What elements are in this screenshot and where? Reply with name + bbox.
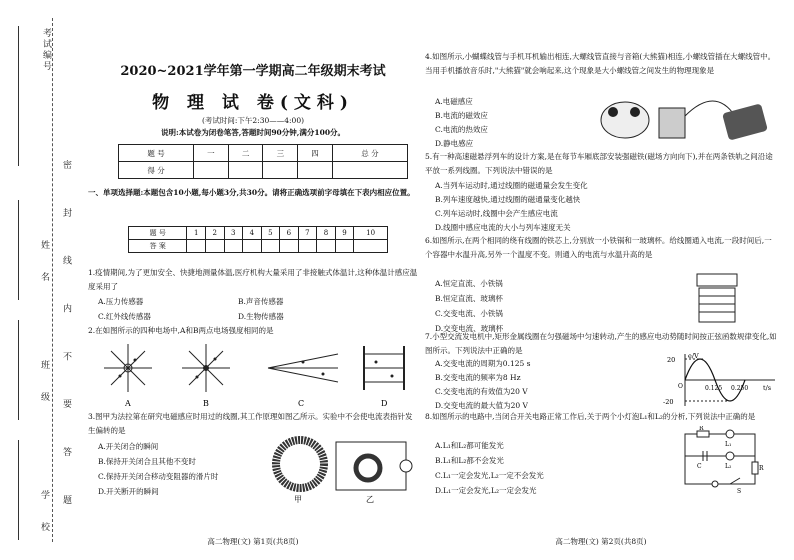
switch-icon: [730, 478, 740, 484]
answer-cell[interactable]: [243, 240, 262, 253]
answer-cell[interactable]: [187, 240, 206, 253]
answer-header-cell: 2: [205, 227, 224, 240]
t2-label: 0.250: [731, 385, 749, 392]
question-8-stem: 8.如图所示的电路中,当闭合开关电路正常工作后,关于两个小灯泡L₁和L₂的分析,下列说法中正确的是: [425, 412, 756, 421]
question-1-option-d[interactable]: D.生物传感器: [238, 312, 284, 321]
x-axis-label: t/s: [763, 384, 772, 392]
question-8-option-d[interactable]: D.L₁一定会发光,L₂一定会发光: [435, 486, 537, 495]
subject-title: 物 理 试 卷(文科): [152, 93, 354, 113]
question-6-stem: 6.如图所示,在两个相同的绕有线圈的铁芯上,分别放一小铁锅和一玻璃杯。给线圈通入电流,一段时间后,一个容器中水温升高,另外一个温度不变。则通入的电流与水温升高的是: [425, 236, 772, 259]
question-4-stem: 4.如图所示,小蝴蝶线管与手机耳机输出相连,大螺线管直接与音箱(大熊猫)相连,小螺线管插在大螺线管中。当用手机播放音乐时,"大熊猫"就会响起来,这个现象是大小螺线管之间发生的物理现象是: [425, 52, 776, 75]
exam-id-label: 考试编号: [41, 28, 51, 72]
question-3-option-c[interactable]: C.保持开关闭合移动变阻器的滑片时: [98, 472, 219, 481]
question-2-stem: 2.在如图所示的四种电场中,A和B两点电场强度相同的是: [88, 326, 274, 335]
capacitor-label: C: [697, 463, 702, 470]
answer-header-cell: 1: [187, 227, 206, 240]
answer-header-cell: 题 号: [129, 227, 187, 240]
question-8-option-c[interactable]: C.L₁一定会发光,L₂一定不会发光: [435, 471, 544, 480]
score-cell: 一: [194, 145, 229, 162]
answer-header-cell: 4: [243, 227, 262, 240]
panda-speaker-icon: [601, 102, 649, 138]
question-8-option-a[interactable]: A.L₁和L₂都可能发光: [435, 441, 504, 450]
circuit-loop: [685, 434, 755, 484]
answer-header-cell: 6: [280, 227, 299, 240]
seal-line-text: 密 封 线 内 不 要 答 题: [61, 160, 71, 523]
name-label: 姓 名: [39, 240, 49, 291]
field-c-label: C: [298, 399, 305, 408]
seal-dashed-line: [52, 18, 53, 542]
field-d-figure: [363, 346, 405, 390]
resistor-r-label: R: [699, 426, 704, 432]
answer-cell[interactable]: [317, 240, 336, 253]
t1-label: 0.125: [705, 385, 723, 392]
question-1-option-a[interactable]: A.压力传感器: [98, 297, 144, 306]
ac-source-icon: [712, 481, 718, 487]
field-a-label: A: [125, 399, 131, 408]
score-cell: 总 分: [332, 145, 407, 162]
question-6-option-b[interactable]: B.恒定直流、玻璃杯: [435, 294, 503, 303]
question-6-option-c[interactable]: C.交变电流、小铁锅: [435, 309, 503, 318]
answer-cell[interactable]: [354, 240, 388, 253]
question-8-circuit: [675, 426, 765, 496]
page-1-footer: 高二物理(文) 第1页(共8页): [207, 537, 299, 546]
question-7-option-a[interactable]: A.交变电流的周期为0.125 s: [435, 359, 531, 368]
answer-header-cell: 7: [298, 227, 317, 240]
question-4-option-d[interactable]: D.静电感应: [435, 139, 474, 148]
answer-cell[interactable]: [205, 240, 224, 253]
coil-core-icon: [699, 288, 735, 322]
exam-time: (考试时间:下午2:30——4:00): [201, 116, 305, 125]
answer-cell[interactable]: [298, 240, 317, 253]
galvanometer-icon: [400, 460, 412, 472]
question-5-option-b[interactable]: B.列车速度越快,通过线圈的磁通量变化越快: [435, 195, 581, 204]
question-5-option-d[interactable]: D.线圈中感应电流的大小与列车速度无关: [435, 223, 571, 232]
question-3-option-a[interactable]: A.开关闭合的瞬间: [98, 442, 159, 451]
page-1: [88, 0, 418, 560]
answer-cell[interactable]: [224, 240, 243, 253]
field-b-label: B: [203, 399, 209, 408]
question-7-option-c[interactable]: C.交变电流的有效值为20 V: [435, 387, 528, 396]
answer-table: [128, 226, 388, 253]
question-1-option-b[interactable]: B.声音传感器: [238, 297, 284, 306]
name-line: [18, 200, 20, 300]
answer-header-cell: 10: [354, 227, 388, 240]
score-cell: 四: [298, 145, 333, 162]
question-1-stem: 1.疫情期间,为了更加安全、快捷地测量体温,医疗机构大量采用了非接触式体温计,这种体温计感应温度采用了: [88, 268, 418, 291]
score-cell[interactable]: [228, 162, 263, 179]
exam-header: 2020~2021学年第一学期高二年级期末考试: [120, 64, 386, 79]
class-label: 班 级: [39, 360, 49, 411]
question-7-stem: 7.小型交流发电机中,矩形金属线圈在匀强磁场中匀速转动,产生的感应电动势随时间按正弦函数规律变化,如图所示。下列说法中正确的是: [425, 332, 777, 355]
question-4-option-b[interactable]: B.电流的磁效应: [435, 111, 488, 120]
question-4-option-c[interactable]: C.电流的热效应: [435, 125, 488, 134]
question-3-option-b[interactable]: B.保持开关闭合且其他不变时: [98, 457, 196, 466]
lamp-l1-icon: [726, 430, 734, 438]
answer-header-cell: 9: [335, 227, 354, 240]
score-cell: 二: [228, 145, 263, 162]
question-2-figures: [98, 340, 418, 410]
question-6-figure: [687, 270, 747, 326]
score-cell: 题 号: [119, 145, 194, 162]
school-label: 学 校: [39, 490, 49, 541]
score-cell[interactable]: [263, 162, 298, 179]
small-ring-figure: [356, 456, 380, 480]
score-cell: 三: [263, 145, 298, 162]
y-axis-label: e/V: [688, 352, 699, 360]
lamp-l2-icon: [726, 452, 734, 460]
container-icon: [697, 274, 737, 286]
figure-yi-label: 乙: [366, 495, 374, 504]
score-table: [118, 144, 408, 179]
question-3-figures: [268, 434, 418, 506]
score-cell: 得 分: [119, 162, 194, 179]
y-max-label: 20: [667, 356, 676, 364]
question-7-option-d[interactable]: D.交变电流的最大值为20 V: [435, 401, 528, 410]
figure-jia-label: 甲: [294, 495, 302, 504]
question-6-option-d[interactable]: D.交变电流、玻璃杯: [435, 324, 504, 333]
answer-label-cell: 答 案: [129, 240, 187, 253]
y-min-label: -20: [663, 398, 674, 406]
section-1-instructions: 一、单项选择题:本题包含10小题,每小题3分,共30分。请将正确选项前字母填在下表内相应位置。: [88, 188, 415, 197]
solenoid-icon: [659, 108, 685, 138]
question-7-graph: [657, 350, 777, 410]
question-7-option-b[interactable]: B.交变电流的频率为8 Hz: [435, 373, 521, 382]
score-cell[interactable]: [194, 162, 229, 179]
answer-header-cell: 5: [261, 227, 280, 240]
exam-id-line: [18, 26, 20, 166]
lamp-l2-label: L₂: [725, 463, 732, 470]
score-cell[interactable]: [332, 162, 407, 179]
resistor-r2-label: R: [759, 465, 764, 472]
question-5-option-a[interactable]: A.当列车运动时,通过线圈的磁通量会发生变化: [435, 181, 588, 190]
question-1-option-c[interactable]: C.红外线传感器: [98, 312, 151, 321]
question-4-figure: [595, 86, 775, 146]
question-6-option-a[interactable]: A.恒定直流、小铁锅: [435, 279, 503, 288]
switch-label: S: [737, 488, 742, 495]
binding-margin: [0, 0, 70, 560]
field-a-figure: [104, 344, 152, 392]
question-4-option-a[interactable]: A.电磁感应: [435, 97, 473, 106]
answer-cell[interactable]: [335, 240, 354, 253]
question-5-stem: 5.有一种高速磁悬浮列车的设计方案,是在每节车厢底部安装强磁铁(磁场方向向下),并在两条铁轨之间沿途平放一系列线圈。下列说法中错误的是: [425, 152, 773, 175]
origin-label: O: [678, 383, 683, 390]
field-b-figure: [182, 344, 230, 392]
answer-header-cell: 8: [317, 227, 336, 240]
field-c-figure: [268, 354, 338, 382]
page-2: [425, 0, 777, 560]
question-8-option-b[interactable]: B.L₁和L₂都不会发光: [435, 456, 504, 465]
question-3-stem: 3.图甲为法拉第在研究电磁感应时用过的线圈,其工作原理如图乙所示。实验中不会使电流表指针发生偏转的是: [88, 412, 413, 435]
answer-cell[interactable]: [261, 240, 280, 253]
page-2-footer: 高二物理(文) 第2页(共8页): [555, 537, 647, 546]
school-line: [18, 440, 20, 540]
lamp-l1-label: L₁: [725, 441, 732, 448]
score-cell[interactable]: [298, 162, 333, 179]
circuit-frame: [336, 442, 406, 490]
field-d-label: D: [381, 399, 388, 408]
answer-cell[interactable]: [280, 240, 299, 253]
question-5-option-c[interactable]: C.列车运动时,线圈中会产生感应电流: [435, 209, 558, 218]
answer-header-cell: 3: [224, 227, 243, 240]
question-3-option-d[interactable]: D.开关断开的瞬间: [98, 487, 159, 496]
class-line: [18, 320, 20, 420]
exam-note: 说明:本试卷为闭卷笔答,答题时间90分钟,满分100分。: [160, 128, 346, 137]
coil-ring-figure: [276, 440, 324, 488]
resistor-icon: [752, 462, 758, 474]
